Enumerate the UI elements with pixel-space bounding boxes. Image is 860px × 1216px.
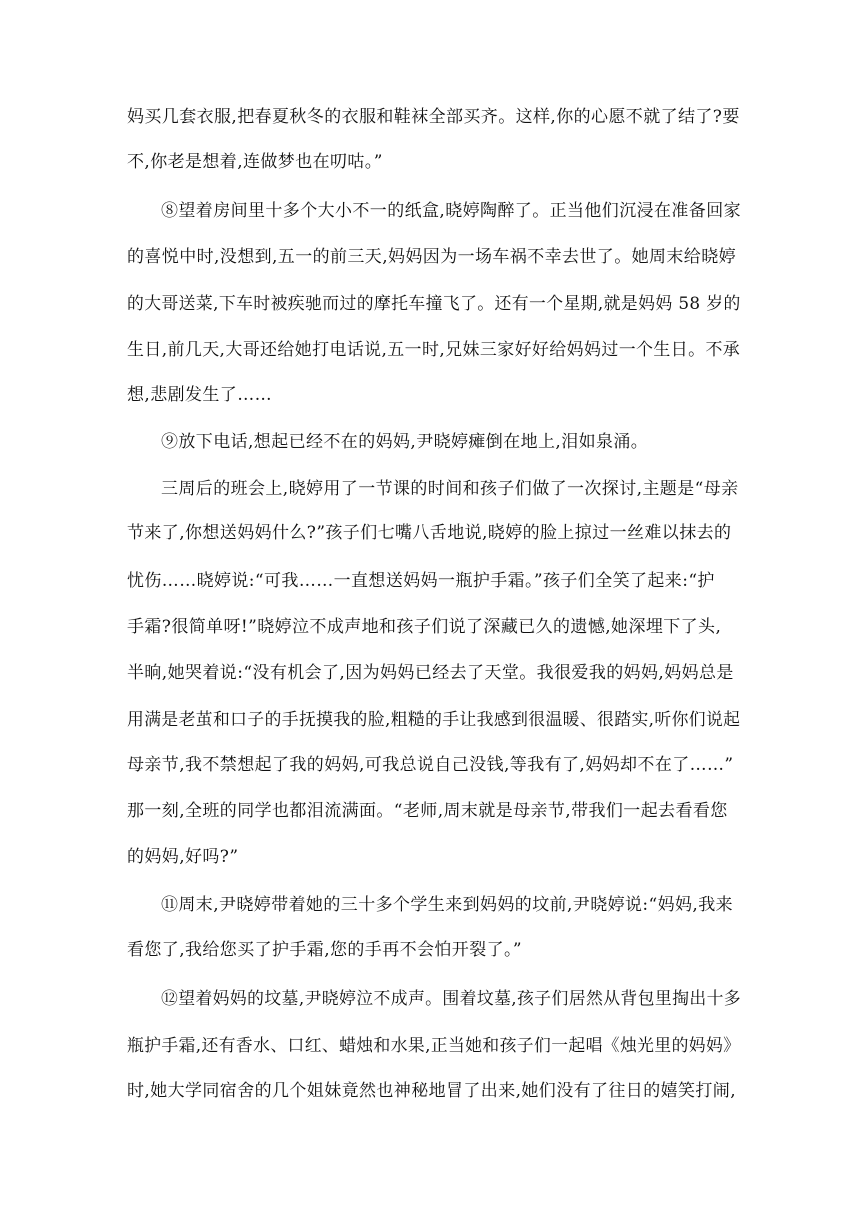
text-line: 生日,前几天,大哥还给她打电话说,五一时,兄妹三家好好给妈妈过一个生日。不承: [127, 339, 741, 359]
text-line: 那一刻,全班的同学也都泪流满面。“老师,周末就是母亲节,带我们一起去看看您: [127, 801, 728, 821]
text-line: 三周后的班会上,晓婷用了一节课的时间和孩子们做了一次探讨,主题是“母亲: [161, 479, 739, 499]
text-line: 的大哥送菜,下车时被疾驰而过的摩托车撞飞了。还有一个星期,就是妈妈 58 岁的: [127, 293, 741, 313]
text-line: 不,你老是想着,连做梦也在叨咕。”: [127, 152, 383, 172]
text-line: 母亲节,我不禁想起了我的妈妈,可我总说自己没钱,等我有了,妈妈却不在了……”: [127, 755, 734, 775]
text-line: 妈买几套衣服,把春夏秋冬的衣服和鞋袜全部买齐。这样,你的心愿不就了结了?要: [127, 107, 740, 127]
text-line: 瓶护手霜,还有香水、口红、蜡烛和水果,正当她和孩子们一起唱《烛光里的妈妈》: [127, 1035, 741, 1055]
text-line: 看您了,我给您买了护手霜,您的手再不会怕开裂了。”: [127, 940, 522, 960]
text-line: ⑫望着妈妈的坟墓,尹晓婷泣不成声。围着坟墓,孩子们居然从背包里掏出十多: [161, 988, 742, 1008]
text-line: 想,悲剧发生了……: [127, 385, 273, 405]
text-line: 忧伤……晓婷说:“可我……一直想送妈妈一瓶护手霜。”孩子们全笑了起来:“护: [127, 571, 715, 591]
text-line: 的妈妈,好吗?”: [127, 847, 239, 867]
text-line: 节来了,你想送妈妈什么?”孩子们七嘴八舌地说,晓婷的脸上掠过一丝难以抹去的: [127, 523, 732, 543]
text-line: 时,她大学同宿舍的几个姐妹竟然也神秘地冒了出来,她们没有了往日的嬉笑打闹,: [127, 1081, 737, 1101]
text-line: ⑧望着房间里十多个大小不一的纸盒,晓婷陶醉了。正当他们沉浸在准备回家: [161, 201, 742, 221]
text-line: 半晌,她哭着说:“没有机会了,因为妈妈已经去了天堂。我很爱我的妈妈,妈妈总是: [127, 663, 734, 683]
text-line: 的喜悦中时,没想到,五一的前三天,妈妈因为一场车祸不幸去世了。她周末给晓婷: [127, 247, 737, 267]
text-line: 用满是老茧和口子的手抚摸我的脸,粗糙的手让我感到很温暖、很踏实,听你们说起: [127, 709, 741, 729]
text-line: 手霜?很简单呀!”晓婷泣不成声地和孩子们说了深藏已久的遗憾,她深埋下了头,: [127, 617, 722, 637]
text-line: ⑪周末,尹晓婷带着她的三十多个学生来到妈妈的坟前,尹晓婷说:“妈妈,我来: [161, 895, 734, 915]
text-line: ⑨放下电话,想起已经不在的妈妈,尹晓婷瘫倒在地上,泪如泉涌。: [161, 432, 649, 452]
